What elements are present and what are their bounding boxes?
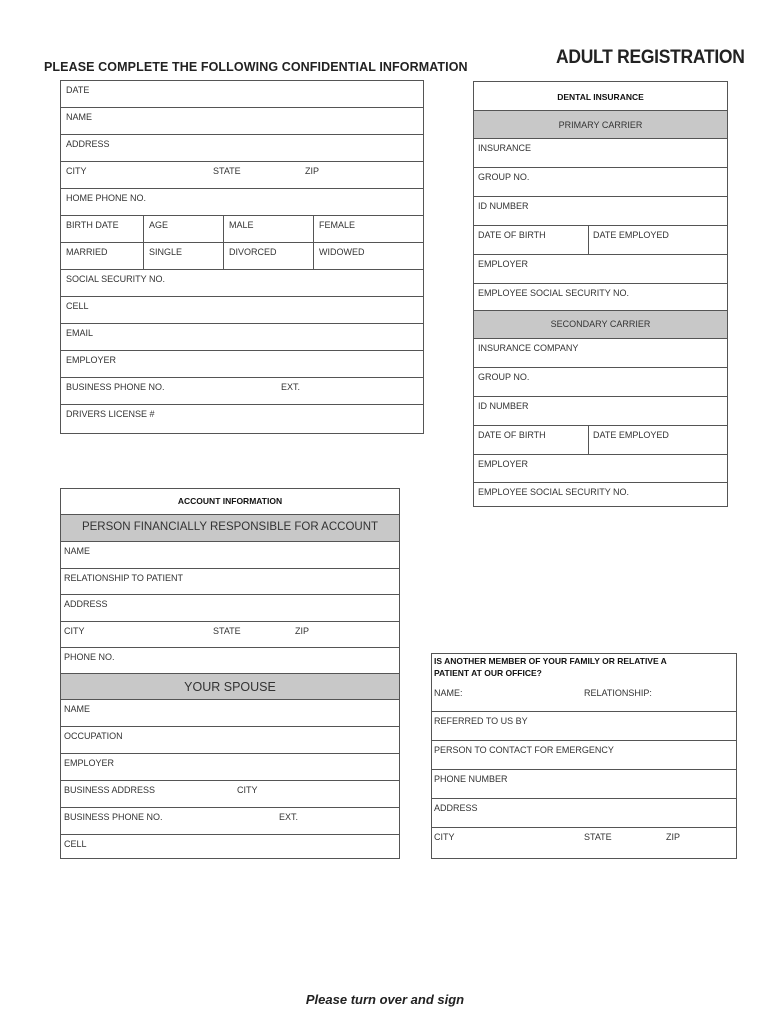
account-info-header	[61, 489, 399, 515]
account-info-section	[60, 488, 400, 859]
referred-by-label: REFERRED TO US BY	[434, 716, 528, 726]
dental-insurance-header	[474, 82, 727, 111]
spouse-ext-label: EXT.	[279, 812, 299, 822]
widowed-label: WIDOWED	[319, 247, 365, 257]
secondary-carrier-header	[474, 311, 727, 339]
secondary-employer-field[interactable]	[474, 455, 727, 483]
home-phone-label: HOME PHONE NO.	[66, 193, 147, 203]
account-zip-label: ZIP	[295, 626, 310, 636]
account-city-state-zip-field[interactable]	[61, 622, 399, 648]
secondary-date-employed-label: DATE EMPLOYED	[593, 430, 669, 440]
state-label: STATE	[213, 166, 241, 176]
zip-label: ZIP	[305, 166, 320, 176]
female-checkbox[interactable]	[313, 216, 423, 242]
responsible-party-title: PERSON FINANCIALLY RESPONSIBLE FOR ACCOUNT	[81, 521, 379, 533]
secondary-company-field[interactable]	[474, 339, 727, 368]
emergency-contact-field[interactable]	[432, 741, 736, 770]
turn-over-note: Please turn over and sign	[305, 992, 465, 1007]
spouse-header	[61, 674, 399, 700]
widowed-checkbox[interactable]	[313, 243, 423, 269]
family-question-block	[432, 654, 736, 683]
account-name-label: NAME	[64, 546, 91, 556]
spouse-occupation-label: OCCUPATION	[64, 731, 123, 741]
business-phone-label: BUSINESS PHONE NO.	[66, 382, 165, 392]
spouse-name-label: NAME	[64, 704, 91, 714]
emergency-state-label: STATE	[584, 832, 612, 842]
referred-by-field[interactable]	[432, 712, 736, 741]
email-label: EMAIL	[66, 328, 94, 338]
business-phone-field[interactable]	[61, 378, 423, 405]
dental-insurance-section	[473, 81, 728, 507]
account-state-label: STATE	[213, 626, 241, 636]
patient-info-section	[60, 80, 424, 434]
responsible-party-header	[61, 515, 399, 542]
secondary-group-label: GROUP NO.	[478, 372, 530, 382]
ext-label: EXT.	[281, 382, 301, 392]
birth-date-field[interactable]	[61, 216, 143, 242]
address-field[interactable]	[61, 135, 423, 162]
spouse-employer-label: EMPLOYER	[64, 758, 115, 768]
spouse-business-phone-field[interactable]	[61, 808, 399, 835]
divorced-label: DIVORCED	[229, 247, 277, 257]
secondary-dob-field[interactable]	[474, 426, 588, 454]
primary-employee-ssn-label: EMPLOYEE SOCIAL SECURITY NO.	[478, 288, 630, 298]
primary-employee-ssn-field[interactable]	[474, 284, 727, 311]
primary-group-field[interactable]	[474, 168, 727, 197]
single-label: SINGLE	[149, 247, 183, 257]
emergency-city-label: CITY	[434, 832, 455, 842]
emergency-zip-label: ZIP	[666, 832, 681, 842]
primary-dob-employed-row	[474, 226, 727, 255]
spouse-occupation-field[interactable]	[61, 727, 399, 754]
ssn-field[interactable]	[61, 270, 423, 297]
spouse-name-field[interactable]	[61, 700, 399, 727]
primary-dob-label: DATE OF BIRTH	[478, 230, 546, 240]
account-phone-label: PHONE NO.	[64, 652, 115, 662]
emergency-phone-label: PHONE NUMBER	[434, 774, 508, 784]
emergency-address-label: ADDRESS	[434, 803, 478, 813]
city-label: CITY	[66, 166, 87, 176]
employer-label: EMPLOYER	[66, 355, 117, 365]
primary-insurance-label: INSURANCE	[478, 143, 532, 153]
primary-date-employed-field[interactable]	[588, 226, 727, 254]
primary-dob-field[interactable]	[474, 226, 588, 254]
spouse-city-label: CITY	[237, 785, 258, 795]
dental-insurance-title: DENTAL INSURANCE	[557, 92, 644, 102]
cell-label: CELL	[66, 301, 89, 311]
address-label: ADDRESS	[66, 139, 110, 149]
account-address-label: ADDRESS	[64, 599, 108, 609]
secondary-employer-label: EMPLOYER	[478, 459, 529, 469]
emergency-contact-label: PERSON TO CONTACT FOR EMERGENCY	[434, 745, 614, 755]
primary-group-label: GROUP NO.	[478, 172, 530, 182]
family-question-line2: PATIENT AT OUR OFFICE?	[434, 668, 542, 678]
family-referral-section	[431, 653, 737, 859]
secondary-employee-ssn-label: EMPLOYEE SOCIAL SECURITY NO.	[478, 487, 630, 497]
secondary-company-label: INSURANCE COMPANY	[478, 343, 579, 353]
name-label: NAME	[66, 112, 93, 122]
primary-insurance-field[interactable]	[474, 139, 727, 168]
emergency-city-state-zip-field[interactable]	[432, 828, 736, 858]
family-relationship-label: RELATIONSHIP:	[584, 688, 652, 698]
cell-field[interactable]	[61, 297, 423, 324]
relationship-field[interactable]	[61, 569, 399, 595]
single-checkbox[interactable]	[143, 243, 223, 269]
emergency-phone-field[interactable]	[432, 770, 736, 799]
name-field[interactable]	[61, 108, 423, 135]
secondary-employee-ssn-field[interactable]	[474, 483, 727, 511]
age-field[interactable]	[143, 216, 223, 242]
date-field[interactable]	[61, 81, 423, 108]
primary-id-label: ID NUMBER	[478, 201, 529, 211]
city-state-zip-field[interactable]	[61, 162, 423, 189]
drivers-license-field[interactable]	[61, 405, 423, 433]
spouse-business-address-field[interactable]	[61, 781, 399, 808]
account-name-field[interactable]	[61, 542, 399, 569]
form-heading: PLEASE COMPLETE THE FOLLOWING CONFIDENTIAL INFORMATION	[44, 60, 468, 74]
marital-status-row	[61, 243, 423, 270]
drivers-license-label: DRIVERS LICENSE #	[66, 409, 155, 419]
date-label: DATE	[66, 85, 90, 95]
account-city-label: CITY	[64, 626, 85, 636]
ssn-label: SOCIAL SECURITY NO.	[66, 274, 166, 284]
family-name-label: NAME:	[434, 688, 463, 698]
primary-carrier-header	[474, 111, 727, 139]
secondary-id-field[interactable]	[474, 397, 727, 426]
secondary-dob-employed-row	[474, 426, 727, 455]
primary-carrier-title: PRIMARY CARRIER	[558, 120, 643, 130]
spouse-business-phone-label: BUSINESS PHONE NO.	[64, 812, 163, 822]
emergency-address-field[interactable]	[432, 799, 736, 828]
primary-id-field[interactable]	[474, 197, 727, 226]
divorced-checkbox[interactable]	[223, 243, 313, 269]
family-question-line1: IS ANOTHER MEMBER OF YOUR FAMILY OR RELATIVE A	[434, 656, 667, 666]
relationship-label: RELATIONSHIP TO PATIENT	[64, 573, 184, 583]
spouse-business-address-label: BUSINESS ADDRESS	[64, 785, 156, 795]
birth-age-gender-row	[61, 216, 423, 243]
male-label: MALE	[229, 220, 254, 230]
primary-employer-field[interactable]	[474, 255, 727, 284]
employer-field[interactable]	[61, 351, 423, 378]
secondary-group-field[interactable]	[474, 368, 727, 397]
male-checkbox[interactable]	[223, 216, 313, 242]
form-title: ADULT REGISTRATION	[556, 47, 745, 68]
home-phone-field[interactable]	[61, 189, 423, 216]
spouse-cell-field[interactable]	[61, 835, 399, 862]
account-address-field[interactable]	[61, 595, 399, 622]
married-label: MARRIED	[66, 247, 108, 257]
female-label: FEMALE	[319, 220, 356, 230]
email-field[interactable]	[61, 324, 423, 351]
spouse-employer-field[interactable]	[61, 754, 399, 781]
account-phone-field[interactable]	[61, 648, 399, 674]
age-label: AGE	[149, 220, 169, 230]
secondary-id-label: ID NUMBER	[478, 401, 529, 411]
primary-date-employed-label: DATE EMPLOYED	[593, 230, 669, 240]
secondary-carrier-title: SECONDARY CARRIER	[550, 319, 651, 329]
spouse-cell-label: CELL	[64, 839, 87, 849]
family-member-field[interactable]	[432, 683, 736, 712]
married-checkbox[interactable]	[61, 243, 143, 269]
secondary-dob-label: DATE OF BIRTH	[478, 430, 546, 440]
secondary-date-employed-field[interactable]	[588, 426, 727, 454]
account-info-title: ACCOUNT INFORMATION	[177, 496, 283, 506]
birth-date-label: BIRTH DATE	[66, 220, 119, 230]
spouse-title: YOUR SPOUSE	[184, 680, 276, 694]
primary-employer-label: EMPLOYER	[478, 259, 529, 269]
